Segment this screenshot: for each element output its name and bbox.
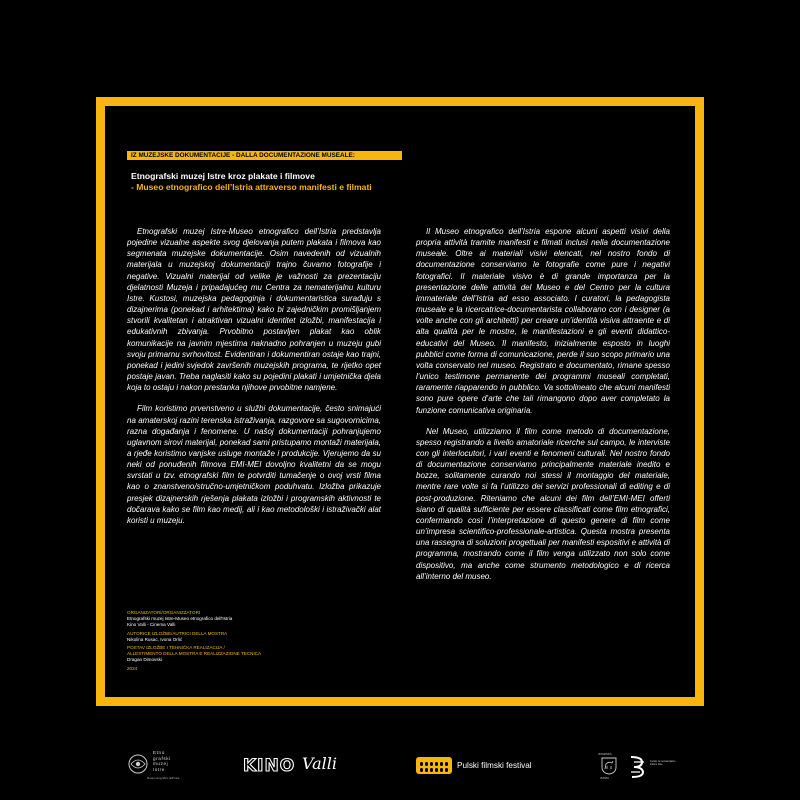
museum-emblem-icon xyxy=(127,753,149,775)
paragraph: Film koristimo prvenstveno u službi dokumentacije, često snimajući na amaterskoj razini terenska istraživanja, razgovore sa sugovornicima, razna događanja i fenomene. U našoj dokumentaciji pohranjujemo uglavnom sirovi materijal, ponekad sami pristupamo montaži materijala, a rjeđe koristimo vanjske usluge montaže i produkcije. Vjerujemo da su neki od ponuđenih filmova EMI-MEI dovoljno kvalitetni da se mogu svrstati u tzv. etnografski film te potvrditi tumačenje o ovoj vrsti filma kao o znanstveno/stručno-umjetničkom poduhvatu. Izložba prikazuje presjek dizajnerskih rješenja plakata izložbi i programskih aktivnosti te dočarava kako se film kao medij, ali i kao metodološki i istraživački alat koristi u muzeju. xyxy=(127,404,381,525)
istria-county-logo xyxy=(598,752,620,780)
title-italian: - Museo etnografico dell’Istria attraverso manifesti e filmati xyxy=(131,182,372,192)
organizers-label: ORGANIZATORI/ORGANIZZATORI xyxy=(127,610,201,615)
pula-film-festival-name: Pulski filmski festival xyxy=(457,761,532,770)
authors-label: AUTORICE IZLOŽBE/AUTRICI DELLA MOSTRA xyxy=(127,630,228,636)
intangible-culture-centre-logo xyxy=(628,754,678,780)
title-croatian: Etnografski muzej Istre kroz plakate i filmove xyxy=(131,171,315,181)
organizer: Etnografski muzej Istre-Museo etnografico dell'Istria xyxy=(127,616,233,622)
kino-valli-logo xyxy=(243,754,353,778)
istria-logo-bottom-text: ISTRIA xyxy=(600,776,610,780)
authors: Nikolina Rusac, Ivona Orlić xyxy=(127,636,183,642)
pula-film-festival-logo xyxy=(416,757,546,777)
museum-logo-text: Etno grafski muzej Istre xyxy=(153,750,171,772)
istria-logo-top-text: ISTARSKA xyxy=(598,752,612,756)
text-column-italian xyxy=(416,226,670,592)
organizer: Kino Valli - Cinema Valli xyxy=(127,622,176,628)
goat-crest-icon xyxy=(601,757,617,775)
culture-centre-mark-icon xyxy=(628,754,648,780)
text-column-croatian xyxy=(127,226,381,536)
paragraph: Nel Museo, utilizziamo il film come metodo di documentazione, spesso registrando a livello amatoriale ricerche sul campo, le interviste con gli interlocutori, i vari eventi e fenomeni culturali. Nel nostro fondo di documentazione conserviamo principalmente materiale inedito e bozze, solitamente curando noi stessi il montaggio del materiale, mentre rare volte si fa l’utilizzo dei servizi professionali di editing e di post-produzione. Riteniamo che alcuni dei film dell’EMI-MEI offerti siano di qualità sufficiente per essere classificati come film etnografici, confermando così l’interpretazione di questo genere di film come un’impresa scientifico-professionale-artistica. Questa mostra presenta una rassegna di soluzioni progettuali per manifesti espositivi e attività di programma, mostrando come il film venga utilizzato non solo come dispositivo, ma anche come strumento metodologico e di ricerca all’interno del museo. xyxy=(416,426,670,581)
culture-centre-text: Centar za nematerijalnu kulturu Istre xyxy=(650,760,676,767)
paragraph: Il Museo etnografico dell’Istria espone alcuni aspetti visivi della propria attività tramite manifesti e filmati inclusi nella documentazione museale. Oltre ai materiali visivi elencati, nel nostro fondo di documentazione conserviamo le fotografie come pure i negativi fotografici. Il materiale visivo è di grande importanza per la presentazione delle attività del Museo e del Centro per la cultura immateriale dell’Istria ad esso associato. I curatori, la pedagogista museale e la ricercatrice-documentarista collaborano con i designer (a volte anche con gli architetti) per creare un’identità visiva attraente e di alta qualità per le mostre, le manifestazioni e gli eventi didattico-educativi del Museo. Il manifesto, inizialmente esposto in luoghi pubblici come forma di comunicazione, perde il suo scopo primario una volta conservato nel museo. Registrato e documentato, rimane spesso l’unico testimone permanente dei programmi museali completati, raramente riapparendo in pubblico. Va sottolineato che alcuni manifesti sono pure opere d’arte che tali rimangono dopo aver completato la funzione comunicativa originaria. xyxy=(416,227,670,415)
setup-label: ALLESTIMENTO DELLA MOSTRA E REALIZZAZIONE TECNICA xyxy=(127,651,262,657)
credits xyxy=(127,610,387,672)
arena-icon xyxy=(416,757,452,774)
exhibition-title xyxy=(131,171,421,193)
section-label: IZ MUZEJSKE DOKUMENTACIJE - DALLA DOCUMENTAZIONE MUSEALE: xyxy=(127,151,402,160)
setup-name: Dragan Dimovski xyxy=(127,657,162,663)
kino-wordmark: KINO xyxy=(243,756,296,776)
valli-wordmark: Valli xyxy=(302,754,337,773)
museum-logo xyxy=(127,747,187,781)
year: 2024 xyxy=(127,665,138,671)
paragraph: Etnografski muzej Istre-Museo etnografico dell’Istria predstavlja pojedine vizualne aspekte svog djelovanja putem plakata i filmova kao segmenata muzejske dokumentacije. Osim navedenih od vizualnih materijala u muzejskoj dokumentaciji trajno čuvamo fotografije i negative. Vizualni materijal od velike je važnosti za prezentaciju djelatnosti Muzeja i pripadajućeg mu Centra za nematerijalnu kulturu Istre. Kustosi, muzejska pedagoginja i dokumentaristica surađuju s dizajnerima (ponekad i arhitektima) kako bi zajedničkim promišljanjem stvorili kvalitetan i atraktivan vizualni identitet izložbi, manifestacija i edukativnih zbivanja. Prvobitno postavljen plakat kao oblik komunikacije na javnim mjestima naknadno pohranjen u muzeju gubi svoju primarnu svrhovitost. Evidentiran i dokumentiran ostaje kao trajni, ponekad i jedini svjedok završenih muzejskih programa, te rijetko opet postaje javan. Treba naglasiti kako su pojedini plakati i umjetnička djela koja to ostaju i nakon prestanka njihove prvobitne namjene. xyxy=(127,227,381,393)
setup-label: POSTAV IZLOŽBE I TEHNIČKA REALIZACIJA / xyxy=(127,645,225,651)
museum-logo-subtitle: Museo etnografico dell’Istria xyxy=(147,777,180,780)
sponsor-logos xyxy=(0,740,800,790)
